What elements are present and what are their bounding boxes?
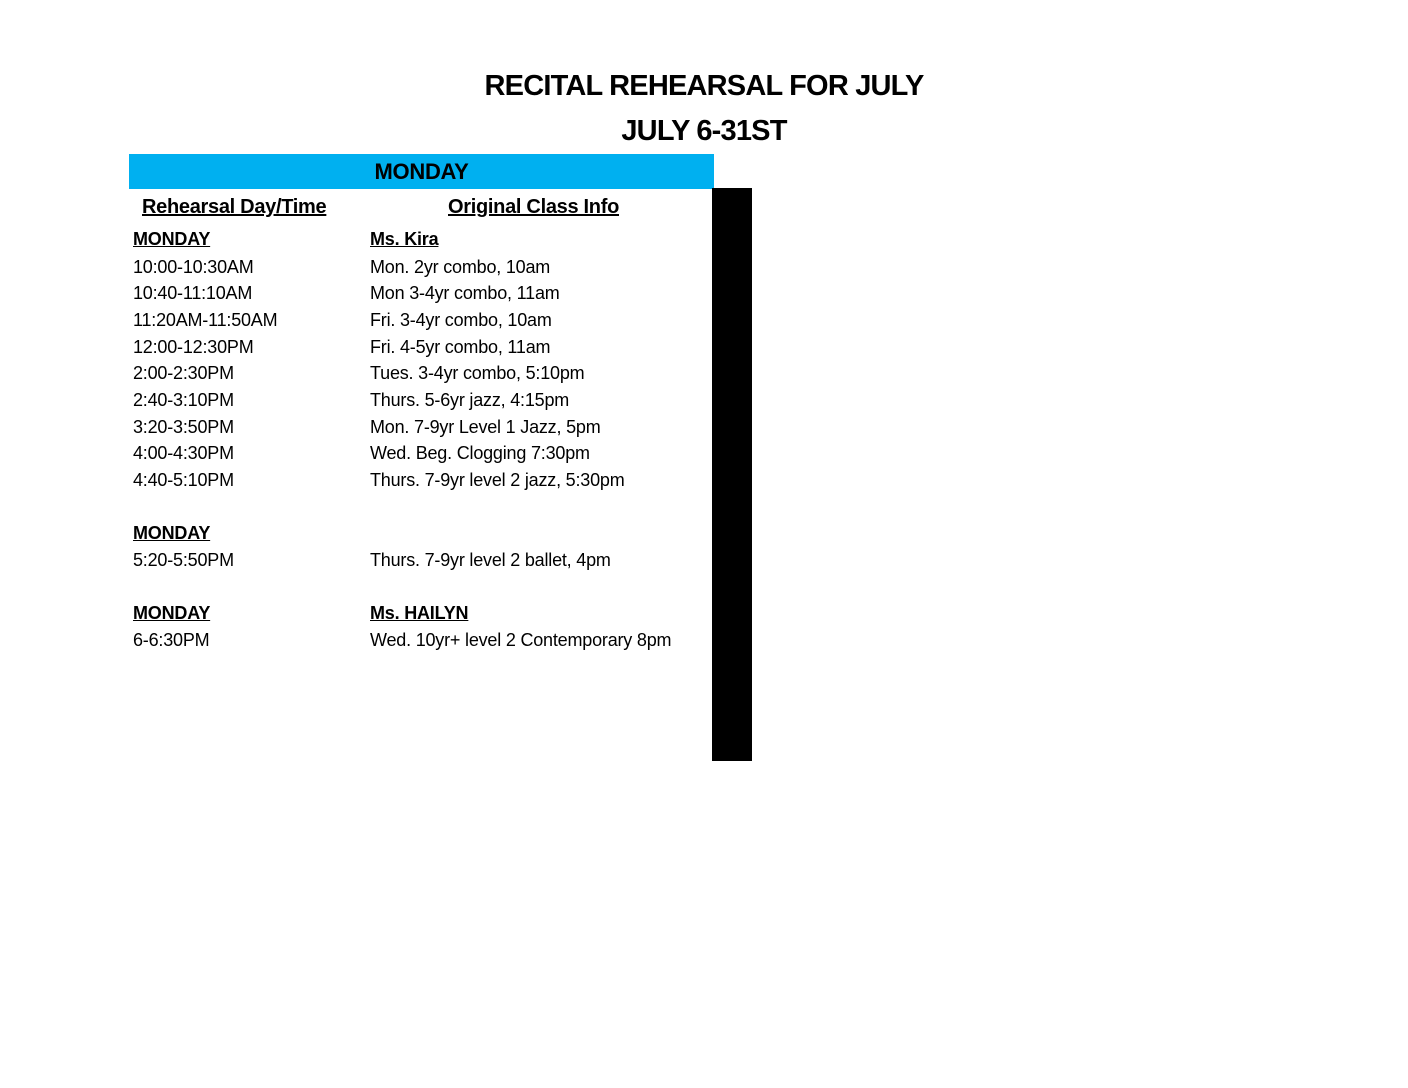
rehearsal-time: 10:00-10:30AM	[133, 257, 254, 277]
rehearsal-time: 2:00-2:30PM	[133, 363, 234, 383]
black-side-bar	[712, 188, 752, 761]
class-info: Wed. 10yr+ level 2 Contemporary 8pm	[370, 630, 672, 650]
group-day-label: MONDAY	[133, 603, 211, 623]
rehearsal-time: 3:20-3:50PM	[133, 417, 234, 437]
class-info: Thurs. 5-6yr jazz, 4:15pm	[370, 390, 570, 410]
column-header-class: Original Class Info	[448, 196, 619, 218]
day-header-bar: MONDAY	[129, 154, 714, 189]
group-day-label: MONDAY	[133, 229, 211, 249]
page-title: RECITAL REHEARSAL FOR JULY	[484, 70, 924, 102]
class-info: Thurs. 7-9yr level 2 ballet, 4pm	[370, 550, 611, 570]
class-info: Wed. Beg. Clogging 7:30pm	[370, 443, 590, 463]
group-teacher-label: Ms. Kira	[370, 229, 439, 249]
class-info: Thurs. 7-9yr level 2 jazz, 5:30pm	[370, 470, 625, 490]
column-header-time: Rehearsal Day/Time	[142, 196, 327, 218]
rehearsal-time: 2:40-3:10PM	[133, 390, 234, 410]
group-day-label: MONDAY	[133, 523, 211, 543]
class-info: Fri. 3-4yr combo, 10am	[370, 310, 552, 330]
page-subtitle: JULY 6-31ST	[621, 115, 787, 147]
class-info: Mon. 2yr combo, 10am	[370, 257, 551, 277]
rehearsal-time: 5:20-5:50PM	[133, 550, 234, 570]
group-teacher-label: Ms. HAILYN	[370, 603, 469, 623]
rehearsal-time: 10:40-11:10AM	[133, 283, 253, 303]
rehearsal-time: 6-6:30PM	[133, 630, 210, 650]
class-info: Tues. 3-4yr combo, 5:10pm	[370, 363, 585, 383]
rehearsal-time: 12:00-12:30PM	[133, 337, 254, 357]
rehearsal-time: 4:40-5:10PM	[133, 470, 234, 490]
class-info: Fri. 4-5yr combo, 11am	[370, 337, 551, 357]
class-info: Mon. 7-9yr Level 1 Jazz, 5pm	[370, 417, 601, 437]
class-info: Mon 3-4yr combo, 11am	[370, 283, 560, 303]
rehearsal-time: 4:00-4:30PM	[133, 443, 234, 463]
rehearsal-time: 11:20AM-11:50AM	[133, 310, 278, 330]
